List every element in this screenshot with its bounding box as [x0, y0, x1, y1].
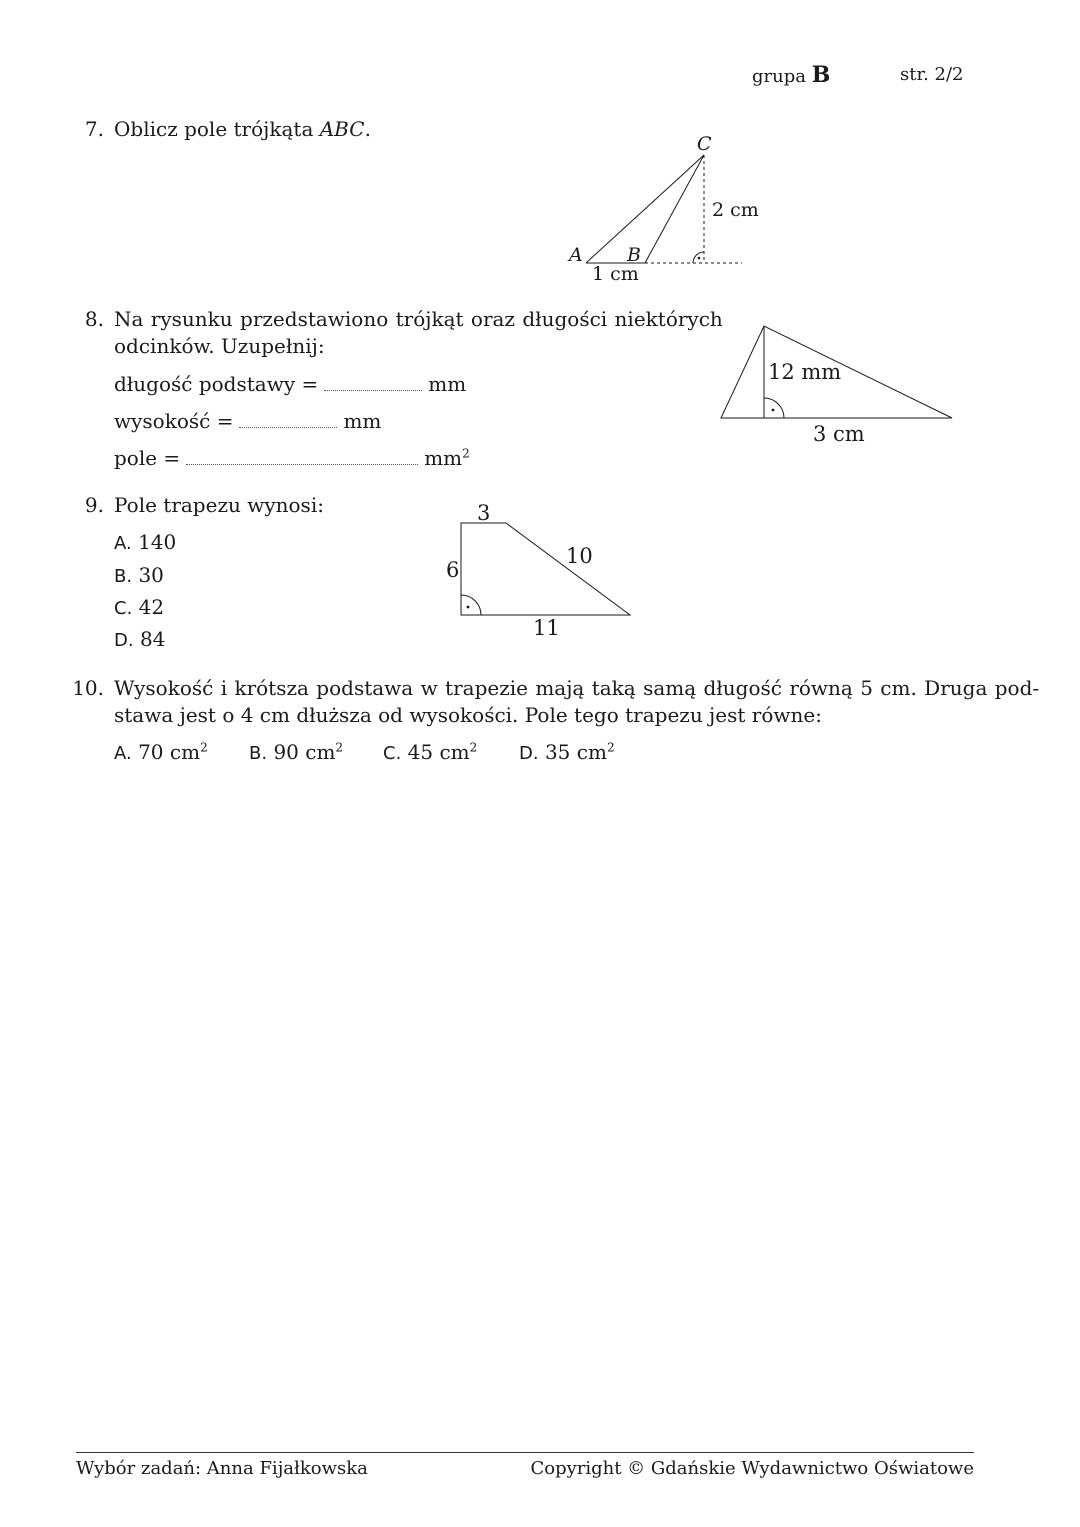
task-7-label-height: 2 cm	[712, 199, 759, 221]
task-10-option-c-value: 45 cm	[407, 740, 470, 764]
task-9-label-left: 6	[446, 558, 460, 582]
task-10-option-b-value: 90 cm	[273, 740, 336, 764]
task-8-field-base-label: długość podstawy =	[114, 372, 319, 396]
task-7-number: 7.	[84, 117, 104, 141]
task-10-option-a-letter: A.	[114, 743, 132, 764]
task-10-option-b-sup: 2	[335, 740, 344, 755]
task-7-italic: ABC	[319, 117, 365, 141]
task-10-option-a[interactable]	[114, 740, 208, 764]
task-9-right-angle-arc	[461, 595, 481, 615]
task-9-trapezoid	[461, 523, 630, 615]
task-10-option-c-sup: 2	[469, 740, 478, 755]
task-10-line2: stawa jest o 4 cm dłuższa od wysokości. Pole tego trapezu jest równe:	[114, 703, 822, 727]
task-8-field-height-label: wysokość =	[114, 409, 234, 433]
footer-author: Wybór zadań: Anna Fijałkowska	[76, 1458, 368, 1479]
task-8-label-height: 12 mm	[768, 360, 842, 384]
task-9-option-d-value: 84	[139, 627, 166, 651]
task-8-field-area-sup: 2	[462, 446, 470, 461]
task-8-field-base-unit: mm	[428, 372, 467, 396]
task-7-vertex-c: C	[697, 133, 712, 155]
task-9-right-angle-dot	[467, 606, 470, 609]
task-10-option-a-sup: 2	[200, 740, 208, 755]
footer-copyright: Copyright © Gdańskie Wydawnictwo Oświatowe	[530, 1458, 974, 1479]
task-8-label-base: 3 cm	[813, 422, 865, 446]
task-8-field-height-unit: mm	[343, 409, 382, 433]
task-9-option-d-letter: D.	[114, 630, 134, 651]
task-7-vertex-a: A	[569, 244, 583, 266]
task-10-option-a-value: 70 cm	[138, 740, 201, 764]
task-10-line1: Wysokość i krótsza podstawa w trapezie mają taką samą długość równą 5 cm. Druga pod-	[114, 676, 1040, 700]
task-10-option-c-letter: C.	[383, 743, 402, 764]
task-9-text: Pole trapezu wynosi:	[114, 493, 324, 517]
task-8-line1: Na rysunku przedstawiono trójkąt oraz długości niektórych	[114, 307, 723, 331]
task-9-number: 9.	[84, 493, 104, 517]
task-7-label-base: 1 cm	[592, 263, 639, 285]
footer-rule	[76, 1452, 974, 1453]
task-9-label-bottom: 11	[533, 616, 560, 640]
task-8-field-area-unit: mm	[424, 446, 463, 470]
task-10-option-d-letter: D.	[519, 743, 539, 764]
task-10-number: 10.	[72, 676, 104, 700]
task-9-label-top: 3	[477, 501, 491, 525]
task-7-text-before: Oblicz pole trójkąta	[114, 117, 320, 141]
page-number: str. 2/2	[900, 64, 964, 85]
task-9-option-c-letter: C.	[114, 598, 133, 619]
task-10-option-c[interactable]	[383, 740, 477, 764]
task-9-option-b-value: 30	[138, 563, 164, 587]
task-7-vertex-b: B	[627, 244, 641, 266]
task-9-option-a-letter: A.	[114, 533, 132, 554]
task-9-option-a-value: 140	[138, 530, 177, 554]
task-7-text-after: .	[364, 117, 371, 141]
task-9-option-c-value: 42	[138, 595, 165, 619]
group-letter: B	[811, 62, 831, 88]
task-10-option-b-letter: B.	[249, 743, 268, 764]
task-9-label-slant: 10	[566, 544, 593, 568]
task-9-figure	[0, 0, 1080, 650]
task-10-option-b[interactable]	[249, 740, 343, 764]
task-8-field-area-label: pole =	[114, 446, 181, 470]
task-10-option-d-value: 35 cm	[544, 740, 607, 764]
task-10-option-d[interactable]	[519, 740, 615, 764]
task-10-option-d-sup: 2	[606, 740, 615, 755]
task-9-option-b-letter: B.	[114, 566, 133, 587]
task-8-line2: odcinków. Uzupełnij:	[114, 334, 325, 358]
task-8-number: 8.	[84, 307, 104, 331]
group-label-text: grupa	[752, 66, 806, 87]
